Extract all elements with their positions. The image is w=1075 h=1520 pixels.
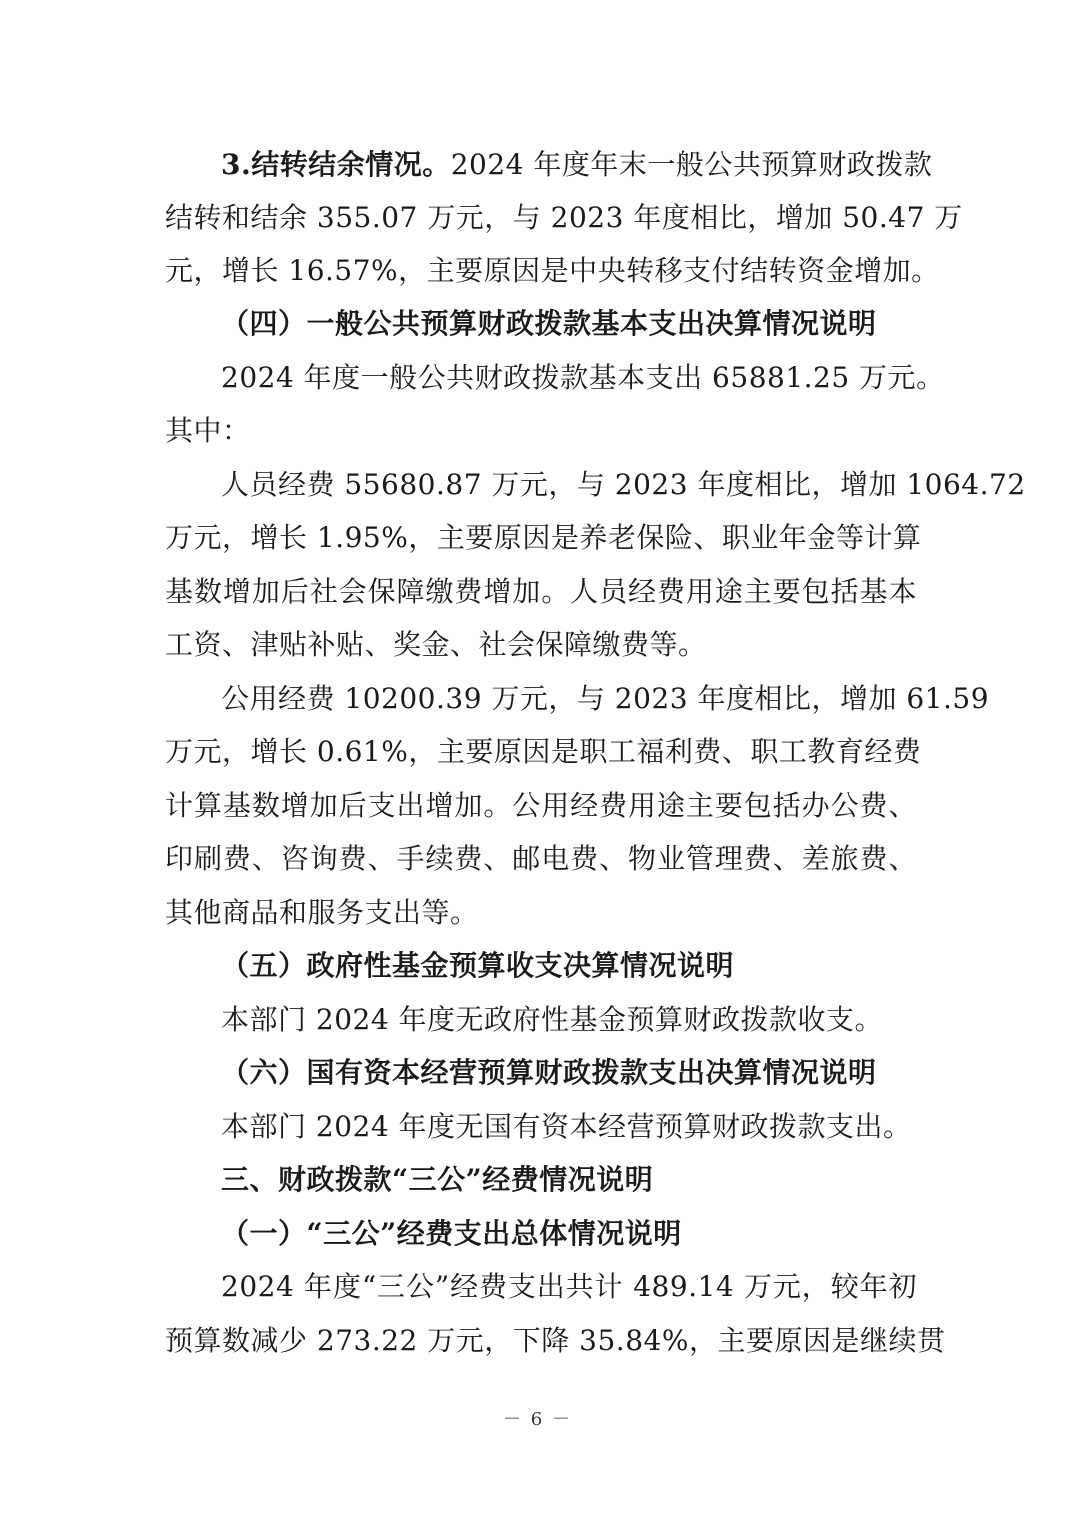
three-public-line-2: 预算数减少 273.22 万元，下降 35.84%，主要原因是继续贯 [165, 1324, 946, 1357]
public-expense-line-1: 公用经费 10200.39 万元，与 2023 年度相比，增加 61.59 [221, 682, 990, 715]
public-expense-line-3: 计算基数增加后支出增加。公用经费用途主要包括办公费、 [165, 789, 917, 822]
personnel-line-1: 人员经费 55680.87 万元，与 2023 年度相比，增加 1064.72 [221, 468, 1026, 501]
basic-expense-line-2: 其中： [165, 414, 251, 447]
public-expense-line-5: 其他商品和服务支出等。 [165, 896, 479, 929]
personnel-line-4: 工资、津贴补贴、奖金、社会保障缴费等。 [165, 628, 707, 661]
carryover-label: 3.结转结余情况。 [221, 148, 451, 181]
three-public-line-1: 2024 年度“三公”经费支出共计 489.14 万元，较年初 [221, 1270, 917, 1303]
heading-gov-fund: （五）政府性基金预算收支决算情况说明 [221, 949, 735, 982]
personnel-line-3: 基数增加后社会保障缴费增加。人员经费用途主要包括基本 [165, 575, 917, 608]
gov-fund-text: 本部门 2024 年度无政府性基金预算财政拨款收支。 [221, 1003, 884, 1036]
carryover-paragraph-line-2: 结转和结余 355.07 万元，与 2023 年度相比，增加 50.47 万 [165, 201, 963, 234]
state-capital-text: 本部门 2024 年度无国有资本经营预算财政拨款支出。 [221, 1110, 912, 1143]
public-expense-line-4: 印刷费、咨询费、手续费、邮电费、物业管理费、差旅费、 [165, 842, 917, 875]
carryover-paragraph-line-1 [221, 145, 933, 185]
heading-state-capital: （六）国有资本经营预算财政拨款支出决算情况说明 [221, 1056, 877, 1089]
personnel-line-2: 万元，增长 1.95%，主要原因是养老保险、职业年金等计算 [165, 521, 922, 554]
basic-expense-line-1: 2024 年度一般公共财政拨款基本支出 65881.25 万元。 [221, 361, 945, 394]
public-expense-line-2: 万元，增长 0.61%，主要原因是职工福利费、职工教育经费 [165, 735, 922, 768]
page-number: － 6 － [503, 1409, 572, 1430]
heading-three-public-overview: （一）“三公”经费支出总体情况说明 [221, 1217, 682, 1250]
heading-basic-expense: （四）一般公共预算财政拨款基本支出决算情况说明 [221, 307, 877, 340]
carryover-text: 2024 年度年末一般公共预算财政拨款 [450, 148, 933, 181]
carryover-paragraph-line-3: 元，增长 16.57%，主要原因是中央转移支付结转资金增加。 [165, 254, 940, 287]
section-heading-three-public: 三、财政拨款“三公”经费情况说明 [221, 1163, 654, 1196]
